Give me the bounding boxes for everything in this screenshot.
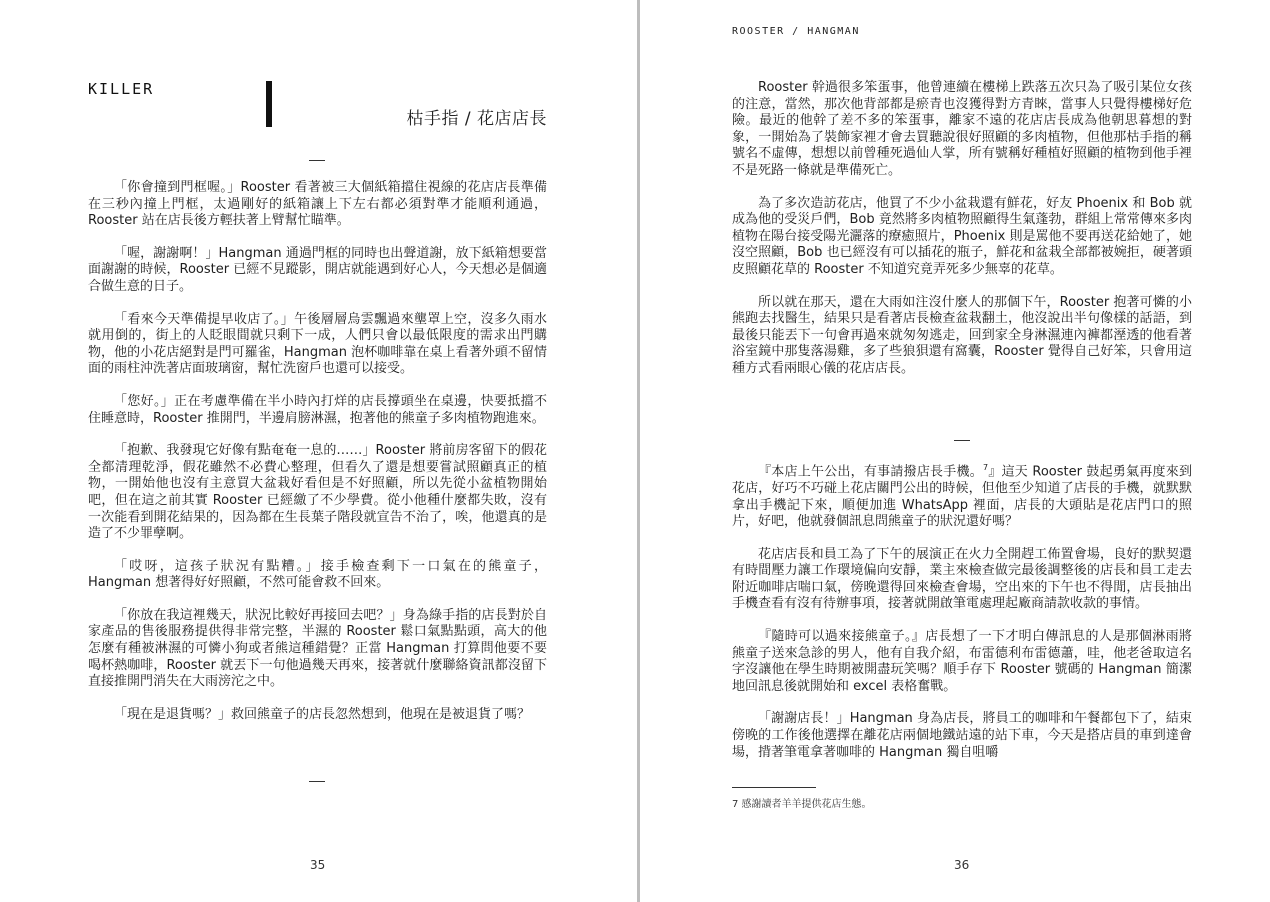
paragraph: 「您好。」正在考慮準備在半小時內打烊的店長撐頭坐在桌邊，快要抵擋不住睡意時，Rooster 推開門，半邊肩膀淋濕，抱著他的熊童子多肉植物跑進來。	[88, 393, 547, 426]
footnote-marker: 7	[983, 463, 989, 472]
paragraph: 「現在是退貨嗎？」救回熊童子的店長忽然想到，他現在是被退貨了嗎？	[114, 706, 531, 722]
quote-start: 『本店上午公出，有事請撥店長手機。	[758, 464, 983, 480]
paragraph: 花店店長和員工為了下午的展演正在火力全開趕工佈置會場，良好的默契還有時間壓力讓工作環境偏向安靜，業主來檢查做完最後調整後的店長和員工走去附近咖啡店喘口氣，傍晚還得回來檢查會場，空出來的下午也不得閒，店長抽出手機查看有沒有待辦事項，接著就開啟筆電處理起廠商請款收款的事情。	[732, 546, 1192, 612]
running-head: ROOSTER / HANGMAN	[732, 26, 860, 37]
page-number: 36	[954, 858, 970, 872]
paragraph: 「喔，謝謝啊！」Hangman 通過門框的同時也出聲道謝，放下紙箱想要當面謝謝的時候，Rooster 已經不見蹤影，開店就能遇到好心人，今天想必是個適合做生意的日子。	[88, 245, 547, 294]
paragraph: 『隨時可以過來接熊童子。』店長想了一下才明白傳訊息的人是那個淋雨將熊童子送來急診的男人，他有自我介紹，布雷德利布雷德蕭，哇，他老爸取這名字沒讓他在學生時期被開盡玩笑嗎？順手存下 Rooster 號碼的 Hangman 簡潔地回訊息後就開始和 excel 表格奮戰。	[732, 629, 1192, 694]
section-divider-bottom	[309, 781, 325, 782]
title-bar-decoration	[266, 81, 272, 127]
right-page	[640, 0, 1270, 902]
quote-rest: 』這天 Rooster 鼓起勇氣再度來到花店，好巧不巧碰上花店關門公出的時候，但他至少知道了店長的手機，就默默拿出手機記下來，順便加進 WhatsApp 裡面，店長的大頭貼是花店門口的照片，好吧，他就發個訊息問熊童子的狀況還好嗎？	[732, 464, 1192, 530]
paragraph: 「你會撞到門框喔。」Rooster 看著被三大個紙箱擋住視線的花店店長準備在三秒內撞上門框，太過剛好的紙箱讓上下左右都必須對準才能順利通過，Rooster 站在店長後方輕扶著上臂幫忙瞄準。	[88, 180, 547, 229]
paragraph	[732, 460, 1192, 531]
paragraph: 「你放在我這裡幾天，狀況比較好再接回去吧？」身為綠手指的店長對於自家產品的售後服務提供得非常完整，半濕的 Rooster 鬆口氣點點頭，高大的他怎麼有種被淋濕的可憐小狗或者熊這種錯覺？正當 Hangman 打算問他要不要喝杯熱咖啡，Rooster 就丟下一句他過幾天再來，接著就什麼聯絡資訊都沒留下直接推開門消失在大雨滂沱之中。	[88, 607, 547, 690]
chapter-title: 枯手指 / 花店店長	[406, 109, 547, 129]
paragraph: 「抱歉、我發現它好像有點奄奄一息的……」Rooster 將前房客留下的假花全都清理乾淨，假花雖然不必費心整理，但看久了還是想要嘗試照顧真正的植物，一開始他也沒有主意買大盆栽好看但是不好照顧，所以先從小盆植物開始吧，但在這之前其實 Rooster 已經繳了不少學費。從小他種什麼都失敗，沒有一次能看到開花結果的，因為都在生長葉子階段就宣告不治了，唉，他還真的是造了不少罪孽啊。	[88, 443, 547, 542]
section-divider	[954, 440, 970, 441]
footnote-rule	[732, 787, 816, 788]
paragraph: Rooster 幹過很多笨蛋事，他曾連續在樓梯上跌落五次只為了吸引某位女孩的注意，當然，那次他背部都是瘀青也沒獲得對方青睞，當事人只覺得樓梯好危險。最近的他幹了差不多的笨蛋事，離家不遠的花店店長成為他朝思暮想的對象，一開始為了裝飾家裡才會去買聽說很好照顧的多肉植物，但他那枯手指的稱號名不虛傳，想想以前曾種死過仙人掌，所有號稱好種植好照顧的植物到他手裡不是死路一條就是準備死亡。	[732, 80, 1192, 178]
paragraph: 「哎呀，這孩子狀況有點糟。」接手檢查剩下一口氣在的熊童子，Hangman 想著得好好照顧，不然可能會救不回來。	[88, 558, 547, 591]
page-number: 35	[310, 858, 326, 872]
paragraph: 「看來今天準備提早收店了。」午後層層烏雲飄過來壟罩上空，沒多久雨水就用倒的，街上的人眨眼間就只剩下一成，人們只會以最低限度的需求出門購物，他的小花店絕對是門可羅雀，Hangman 泡杯咖啡靠在桌上看著外頭不留情面的雨柱沖洗著店面玻璃窗，幫忙洗窗戶也還可以接受。	[88, 311, 547, 377]
paragraph: 為了多次造訪花店，他買了不少小盆栽還有鮮花，好友 Phoenix 和 Bob 就成為他的受災戶們，Bob 竟然將多肉植物照顧得生氣蓬勃，群組上常常傳來多肉植物在陽台接受陽光灑落的療癒照片，Phoenix 則是罵他不要再送花給她了，她沒空照顧，Bob 也已經沒有可以插花的瓶子，鮮花和盆栽全部都被婉拒，硬著頭皮照顧花草的 Rooster 不知道究竟弄死多少無辜的花草。	[732, 195, 1192, 277]
right-body-text-1	[732, 80, 1192, 394]
section-label: KILLER	[88, 80, 155, 98]
paragraph: 所以就在那天，還在大雨如注沒什麼人的那個下午，Rooster 抱著可憐的小熊跑去找醫生，結果只是看著店長檢查盆栽翻土，他沒說出半句像樣的話語，到最後只能丟下一句會再過來就匆匆逃走，回到家全身淋濕連內褲都溼透的他看著浴室鏡中那隻落湯雞，多了些狼狽還有窩囊，Rooster 覺得自己好笨，只會用這種方式看兩眼心儀的花店店長。	[732, 294, 1192, 376]
right-body-text-2	[732, 460, 1192, 777]
section-divider-top	[309, 160, 325, 161]
left-body-text	[88, 180, 547, 739]
footnote: 7 感謝讀者羊羊提供花店生態。	[732, 799, 872, 810]
paragraph: 「謝謝店長！」Hangman 身為店長，將員工的咖啡和午餐都包下了，結束傍晚的工作後他選擇在離花店兩個地鐵站遠的站下車，今天是搭店員的車到達會場，揹著筆電拿著咖啡的 Hangman 獨自咀嚼	[732, 711, 1192, 760]
